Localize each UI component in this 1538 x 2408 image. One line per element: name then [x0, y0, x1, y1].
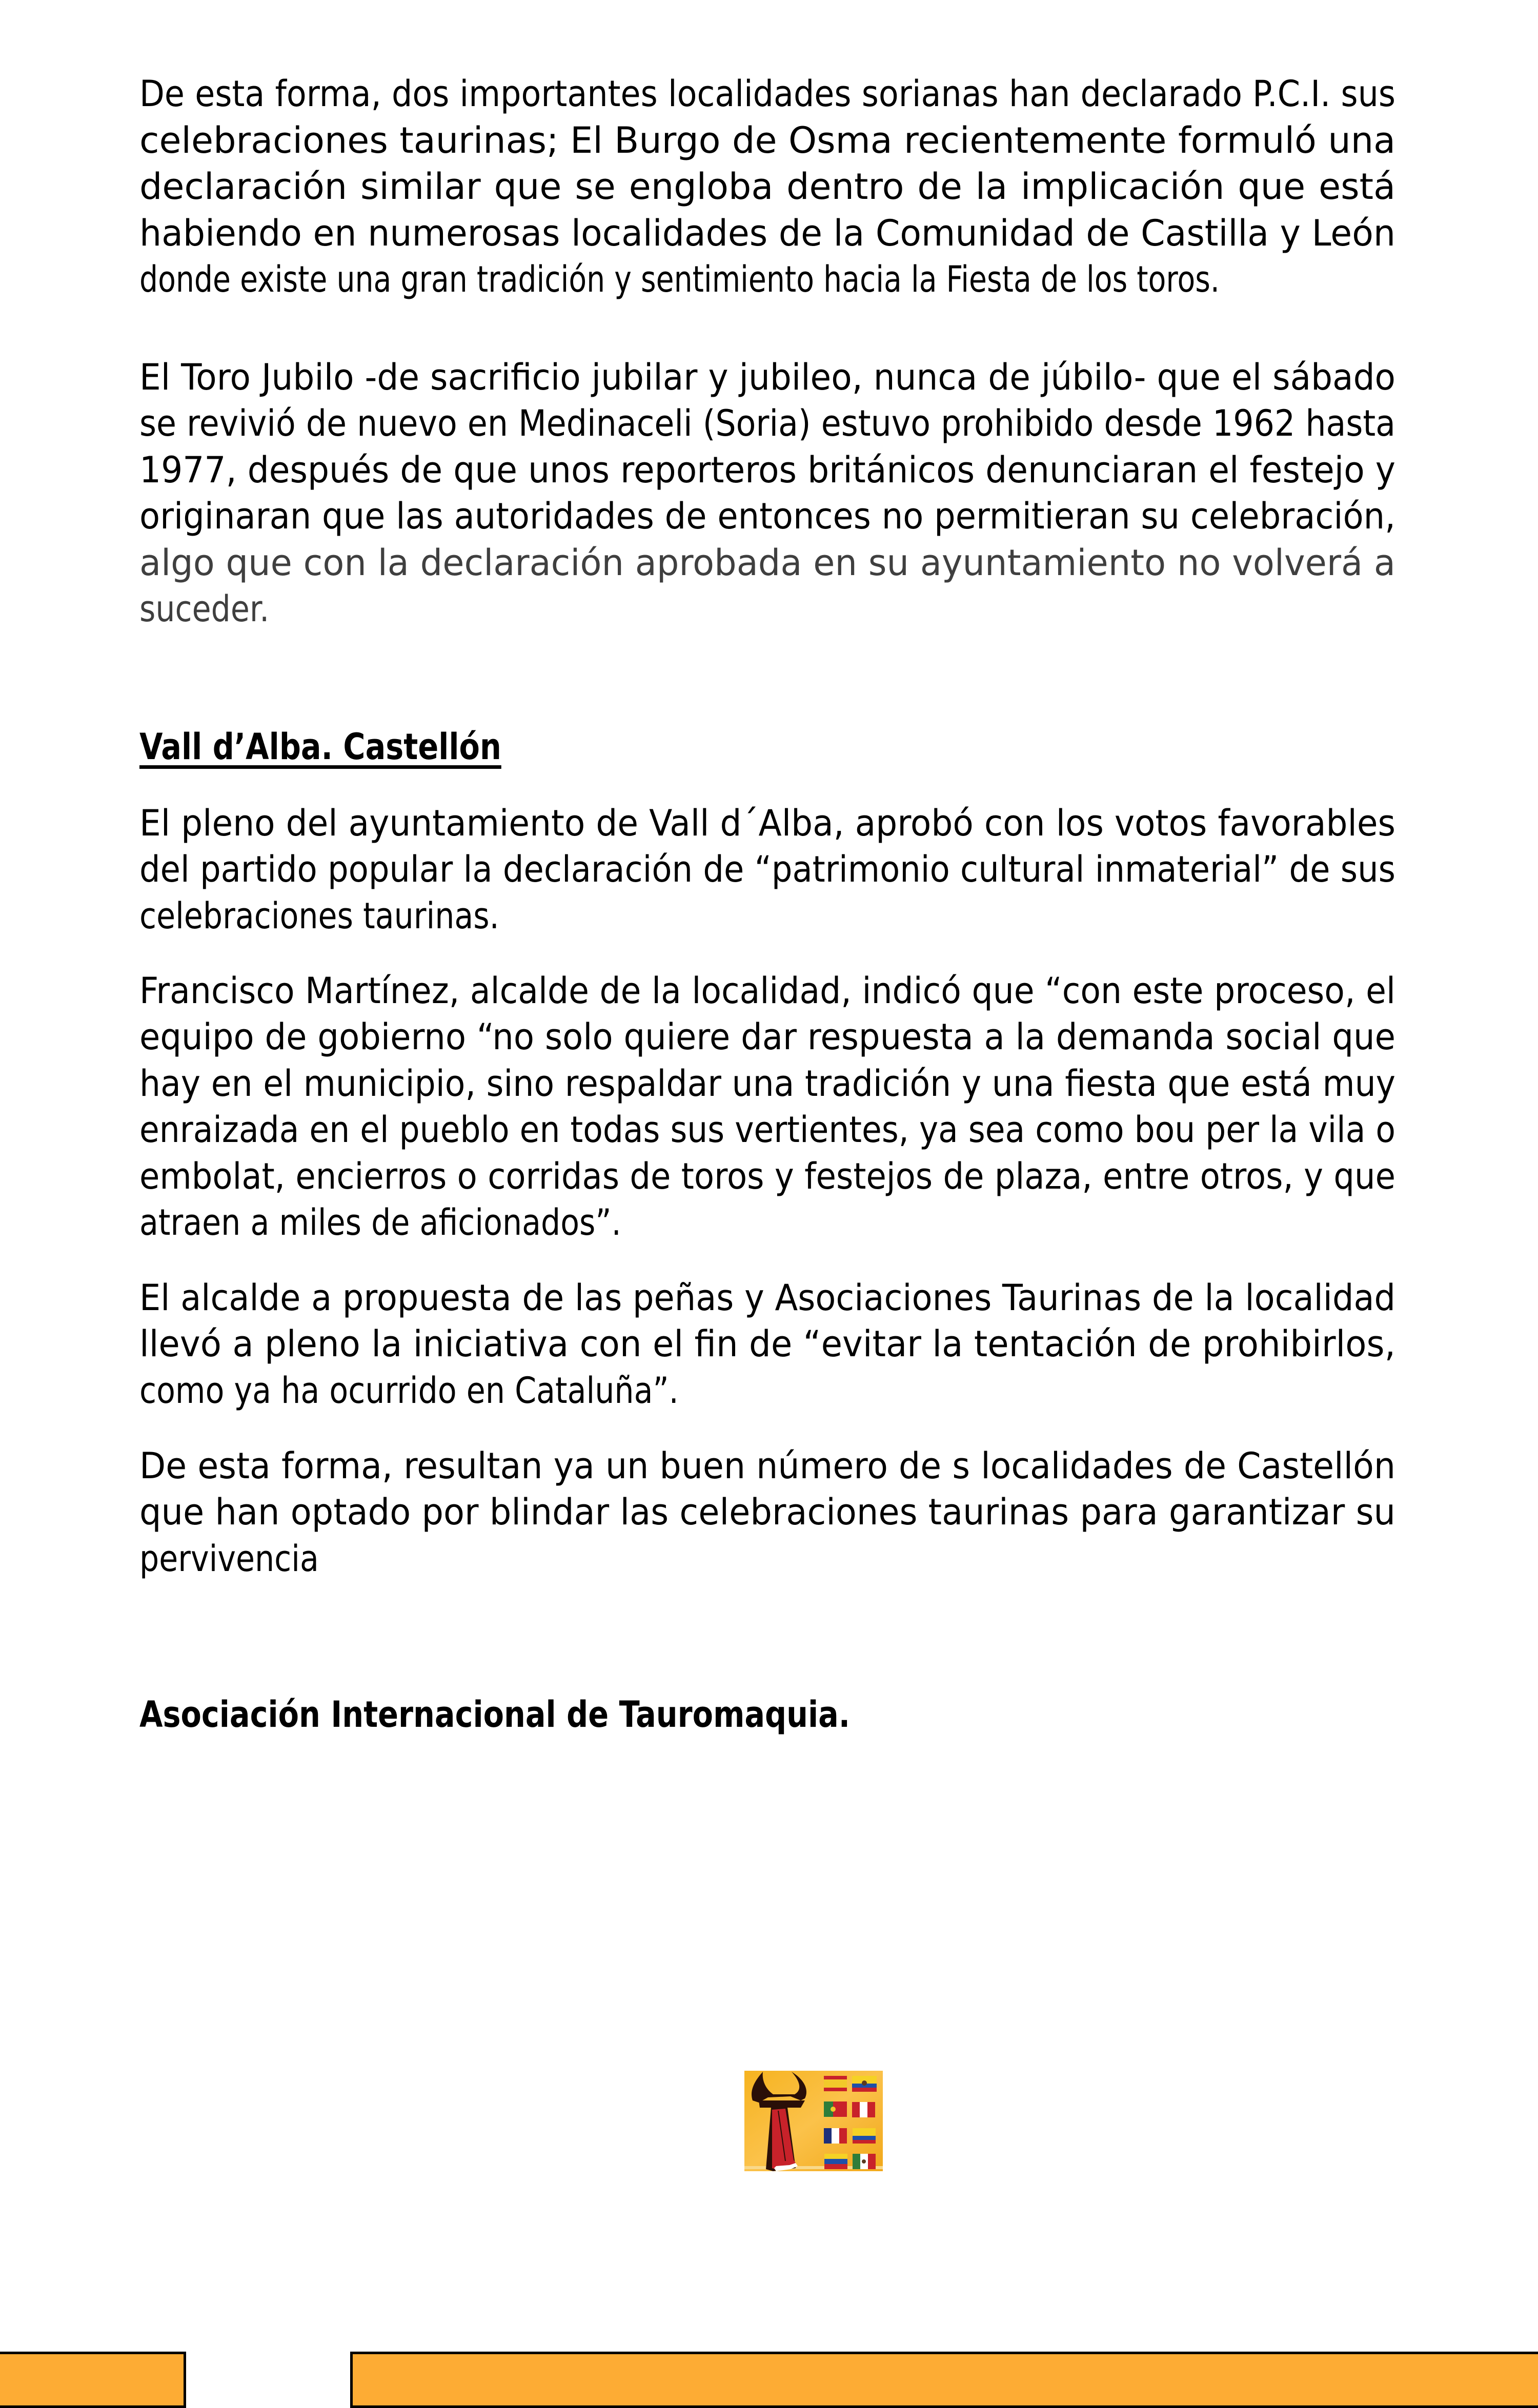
flag-ecuador — [852, 2076, 877, 2092]
paragraph-line: algo que con la declaración aprobada en su ayuntamiento no volverá a — [139, 542, 1395, 584]
paragraph-line: se revivió de nuevo en Medinaceli (Soria) estuvo prohibido desde 1962 hasta — [139, 402, 1395, 444]
signature: Asociación Internacional de Tauromaquia. — [139, 1693, 851, 1736]
paragraph-line: como ya ha ocurrido en Cataluña”. — [139, 1370, 679, 1412]
paragraph-line: del partido popular la declaración de “patrimonio cultural inmaterial” de sus — [139, 848, 1395, 890]
paragraph-line: El Toro Jubilo -de sacrificio jubilar y jubileo, nunca de júbilo- que el sábado — [139, 356, 1395, 398]
paragraph-line: suceder. — [139, 588, 270, 630]
flag-spain — [824, 2076, 847, 2091]
flag-venezuela — [824, 2154, 847, 2169]
paragraph-line: 1977, después de que unos reporteros británicos denunciaran el festejo y — [139, 449, 1395, 491]
paragraph-line: que han optado por blindar las celebraciones taurinas para garantizar su — [139, 1491, 1395, 1533]
paragraph-line: celebraciones taurinas. — [139, 895, 499, 937]
flag-colombia — [853, 2128, 876, 2144]
paragraph-line: donde existe una gran tradición y sentimiento hacia la Fiesta de los toros. — [139, 258, 1220, 300]
paragraph-line: pervivencia — [139, 1538, 319, 1580]
paragraph-line: enraizada en el pueblo en todas sus vertientes, ya sea como bou per la vila o — [139, 1109, 1395, 1151]
paragraph-line: De esta forma, resultan ya un buen número de s localidades de Castellón — [139, 1445, 1395, 1487]
paragraph-line: hay en el municipio, sino respaldar una tradición y una fiesta que está muy — [139, 1063, 1395, 1105]
paragraph-line: embolat, encierros o corridas de toros y festejos de plaza, entre otros, y que — [139, 1155, 1395, 1197]
paragraph-line: llevó a pleno la iniciativa con el fin de “evitar la tentación de prohibirlos, — [139, 1323, 1395, 1365]
flag-portugal — [824, 2101, 847, 2117]
flag-mexico — [853, 2154, 876, 2169]
paragraph-line: declaración similar que se engloba dentro de la implicación que está — [139, 166, 1395, 208]
paragraph-line: habiendo en numerosas localidades de la Comunidad de Castilla y León — [139, 212, 1395, 254]
paragraph-line: atraen a miles de aficionados”. — [139, 1201, 621, 1243]
bull-head-with-cape-and-flags-icon — [744, 2071, 883, 2171]
paragraph-line: originaran que las autoridades de entonces no permitieran su celebración, — [139, 495, 1395, 537]
paragraph-line: De esta forma, dos importantes localidades sorianas han declarado P.C.I. sus — [139, 73, 1395, 115]
logo-graphic — [744, 2071, 883, 2171]
flag-peru — [852, 2102, 875, 2117]
footer-bar-left — [0, 2352, 186, 2408]
paragraph-line: Francisco Martínez, alcalde de la localidad, indicó que “con este proceso, el — [139, 970, 1395, 1012]
section-heading: Vall d’Alba. Castellón — [139, 726, 501, 768]
paragraph-line: equipo de gobierno “no solo quiere dar respuesta a la demanda social que — [139, 1016, 1395, 1058]
paragraph-line: El alcalde a propuesta de las peñas y Asociaciones Taurinas de la localidad — [139, 1277, 1395, 1319]
paragraph-line: celebraciones taurinas; El Burgo de Osma recientemente formuló una — [139, 119, 1395, 161]
paragraph-line: El pleno del ayuntamiento de Vall d´Alba, aprobó con los votos favorables — [139, 802, 1395, 844]
flag-france — [824, 2128, 847, 2144]
footer-bar-right — [350, 2352, 1538, 2408]
